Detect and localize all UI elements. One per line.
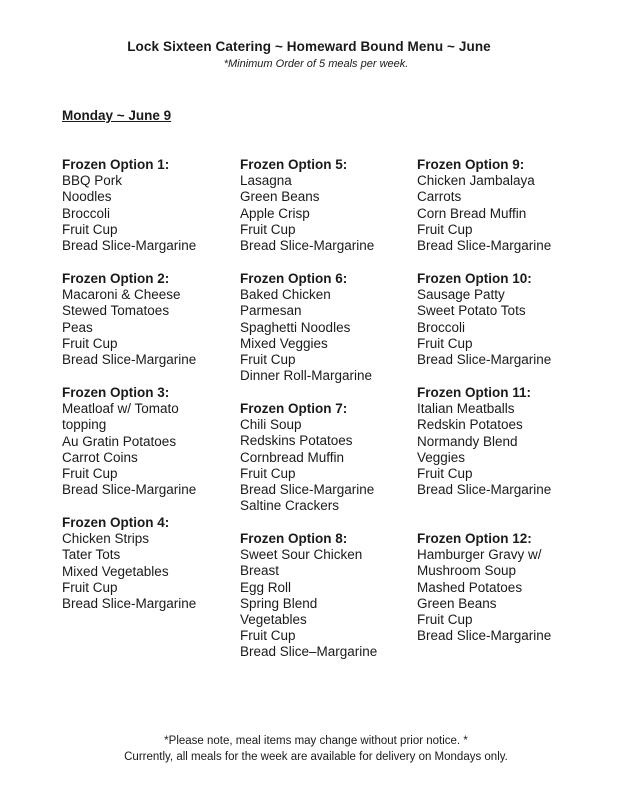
menu-item: Hamburger Gravy w/: [417, 547, 542, 563]
menu-item: Mixed Vegetables: [62, 563, 169, 579]
menu-item: Corn Bread Muffin: [417, 205, 527, 221]
menu-item: Redskins Potatoes: [240, 433, 353, 449]
menu-item: Fruit Cup: [240, 352, 296, 367]
menu-item: Carrot Coins: [62, 449, 138, 465]
option-title: Frozen Option 9:: [417, 157, 525, 172]
menu-item: Bread Slice-Margarine: [62, 238, 197, 253]
menu-option: [417, 157, 592, 254]
day-heading: Monday ~ June 9: [62, 108, 172, 123]
menu-item: Meatloaf w/ Tomato: [62, 401, 179, 417]
menu-item: Fruit Cup: [417, 221, 473, 237]
menu-option: [62, 157, 237, 254]
menu-item: Veggies: [417, 449, 466, 465]
menu-item: Bread Slice-Margarine: [62, 596, 197, 611]
option-title: Frozen Option 4:: [62, 515, 170, 530]
menu-option: [240, 531, 415, 661]
option-item-list: [417, 287, 592, 368]
menu-item: Broccoli: [62, 205, 111, 221]
option-title: Frozen Option 10:: [417, 271, 532, 286]
option-title: Frozen Option 11:: [417, 385, 532, 400]
menu-item: Au Gratin Potatoes: [62, 433, 177, 449]
option-item-list: [62, 173, 237, 254]
menu-item: Redskin Potatoes: [417, 417, 523, 433]
menu-item: Baked Chicken: [240, 287, 331, 303]
menu-item: Fruit Cup: [62, 579, 118, 595]
menu-option: [62, 271, 237, 368]
menu-item: Green Beans: [240, 189, 320, 205]
menu-option: [240, 401, 415, 514]
menu-item: Macaroni & Cheese: [62, 287, 181, 303]
menu-item: Fruit Cup: [240, 221, 296, 237]
menu-item: Chicken Strips: [62, 531, 150, 547]
menu-item: Cornbread Muffin: [240, 449, 345, 465]
menu-item: Bread Slice–Margarine: [240, 644, 378, 660]
menu-option: [62, 385, 237, 498]
menu-item: Fruit Cup: [62, 466, 118, 481]
menu-item: Sweet Potato Tots: [417, 303, 526, 319]
option-item-list: [240, 547, 415, 660]
menu-item: Chili Soup: [240, 417, 302, 433]
menu-item: Fruit Cup: [62, 335, 118, 351]
option-item-list: [240, 417, 415, 514]
menu-item: Bread Slice-Margarine: [417, 482, 552, 498]
menu-item: Chicken Jambalaya: [417, 173, 535, 189]
menu-item: Italian Meatballs: [417, 401, 515, 417]
option-item-list: [62, 287, 237, 368]
option-title: Frozen Option 1:: [62, 157, 170, 172]
option-item-list: [417, 547, 592, 644]
minimum-order-note: *Minimum Order of 5 meals per week.: [223, 58, 409, 70]
menu-item: Carrots: [417, 189, 462, 205]
menu-item: Stewed Tomatoes: [62, 303, 170, 319]
menu-item: Sweet Sour Chicken: [240, 547, 363, 563]
option-item-list: [62, 401, 237, 498]
option-item-list: [417, 173, 592, 254]
menu-item: Mixed Veggies: [240, 335, 328, 351]
menu-option: [417, 385, 592, 498]
menu-item: Lasagna: [240, 173, 292, 189]
menu-item: Bread Slice-Margarine: [240, 238, 375, 253]
menu-item: Peas: [62, 319, 93, 335]
menu-item: Mushroom Soup: [417, 563, 517, 579]
option-item-list: [240, 287, 415, 384]
menu-item: Bread Slice-Margarine: [417, 238, 552, 253]
menu-item: Fruit Cup: [62, 221, 118, 237]
menu-item: Spaghetti Noodles: [240, 319, 351, 335]
option-title: Frozen Option 5:: [240, 157, 348, 172]
menu-item: Tater Tots: [62, 547, 121, 563]
menu-item: Bread Slice-Margarine: [417, 352, 552, 367]
menu-item: Bread Slice-Margarine: [62, 482, 197, 498]
menu-item: Bread Slice-Margarine: [240, 482, 375, 497]
menu-item: Breast: [240, 563, 280, 579]
menu-option: [240, 157, 415, 254]
menu-option: [417, 271, 592, 368]
menu-option: [417, 531, 592, 644]
menu-item: BBQ Pork: [62, 173, 123, 189]
menu-item: Bread Slice-Margarine: [417, 628, 552, 644]
menu-item: Fruit Cup: [240, 465, 296, 481]
page-title: Lock Sixteen Catering ~ Homeward Bound Menu ~ June: [127, 39, 491, 54]
option-title: Frozen Option 3:: [62, 385, 170, 400]
footer-delivery-note: Currently, all meals for the week are available for delivery on Mondays only.: [124, 751, 508, 763]
menu-item: Broccoli: [417, 319, 466, 335]
menu-item: Mashed Potatoes: [417, 579, 523, 595]
menu-item: Normandy Blend: [417, 433, 518, 449]
menu-item: topping: [62, 417, 107, 433]
menu-item: Parmesan: [240, 303, 302, 319]
option-title: Frozen Option 2:: [62, 271, 170, 286]
footer-notice: *Please note, meal items may change without prior notice. *: [164, 735, 468, 747]
menu-item: Egg Roll: [240, 579, 292, 595]
menu-item: Fruit Cup: [417, 335, 473, 351]
menu-item: Saltine Crackers: [240, 498, 340, 514]
option-item-list: [240, 173, 415, 254]
menu-item: Green Beans: [417, 595, 497, 611]
menu-option: [240, 271, 415, 384]
menu-option: [62, 515, 237, 612]
menu-item: Bread Slice-Margarine: [62, 352, 197, 367]
option-item-list: [417, 401, 592, 498]
option-title: Frozen Option 6:: [240, 271, 348, 286]
option-item-list: [62, 531, 237, 612]
option-title: Frozen Option 12:: [417, 531, 532, 546]
menu-item: Fruit Cup: [240, 628, 296, 644]
menu-item: Noodles: [62, 189, 112, 205]
menu-item: Sausage Patty: [417, 287, 505, 303]
option-title: Frozen Option 7:: [240, 401, 348, 416]
menu-item: Vegetables: [240, 612, 307, 627]
menu-item: Fruit Cup: [417, 612, 473, 627]
menu-item: Apple Crisp: [240, 205, 310, 221]
option-title: Frozen Option 8:: [240, 531, 348, 546]
menu-item: Dinner Roll-Margarine: [240, 368, 373, 384]
menu-item: Fruit Cup: [417, 466, 473, 481]
menu-item: Spring Blend: [240, 595, 318, 611]
